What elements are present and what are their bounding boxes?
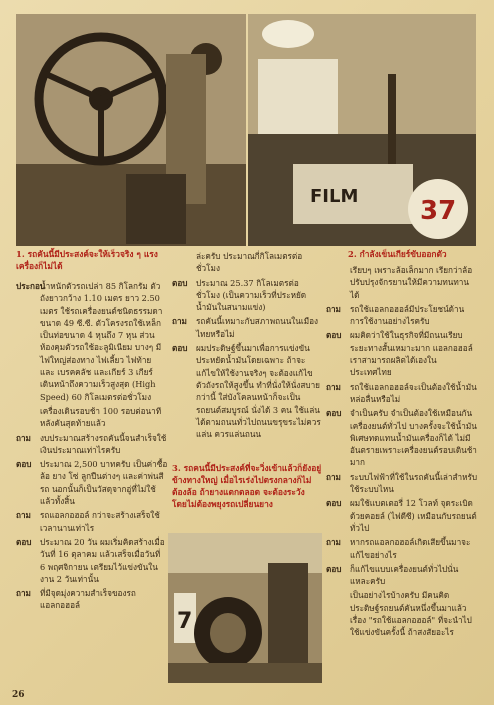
- qa-label: ถาม: [326, 381, 341, 392]
- caption-3: 3. รถคนนี้มีประสงค์ที่จะวิ่งเข้าแล้วก็ยังอยู่ข้างทางใหญ่ เมื่อไรเร่งไปตรงกลางก็ไม่ต้องล้อ ถ้ายางแตกตลอด จะต้องระวัง โดยไม่ต้องพยุงรถเปลี่ยนยาง: [172, 463, 322, 509]
- qa-label: ตอบ: [326, 498, 342, 509]
- qa-label: [16, 405, 40, 430]
- qa-label: ตอบ: [326, 563, 342, 574]
- qa-label: ตอบ: [172, 277, 188, 288]
- qa-row: [16, 509, 168, 534]
- qa-text: หากรถแอลกอฮอล์เกิดเสียขึ้นมาจะแก้ไขอย่างไร: [350, 537, 471, 560]
- qa-row: [326, 497, 478, 534]
- page-number: 26: [12, 690, 25, 700]
- qa-row: [326, 471, 478, 496]
- svg-text:FILM: FILM: [310, 186, 359, 207]
- qa-text: รถใช้แอลกอฮอล์มีประโยชน์ด้านการใช้งานอย่างไรครับ: [350, 303, 465, 327]
- svg-text:37: 37: [420, 196, 457, 226]
- qa-label: ถาม: [16, 510, 31, 521]
- column-3: [326, 264, 478, 641]
- qa-label: ประกอบ: [16, 281, 46, 291]
- qa-row: [326, 303, 478, 328]
- qa-label: ถาม: [326, 537, 341, 548]
- qa-row: [16, 432, 168, 457]
- qa-label: ตอบ: [16, 536, 32, 547]
- steering-wheel-photo: [16, 14, 246, 246]
- qa-text: งบประมาณสร้างรถคันนี้จนสำเร็จใช้เงินประมาณเท่าไรครับ: [40, 432, 167, 455]
- svg-text:7: 7: [177, 609, 193, 634]
- qa-text: รถแอลกอฮอล์ กว่าจะสร้างเสร็จใช้เวลานานเท่าไร: [40, 510, 160, 533]
- driver-with-car-photo: [248, 14, 476, 246]
- qa-text: ล่ะครับ ประมาณกี่กิโลเมตรต่อชั่วโมง: [196, 251, 303, 274]
- caption-1: 1. รถคันนี้มีประสงค์จะให้เร็วจริง ๆ แรงเครื่องก็ไม่ได้: [16, 249, 158, 271]
- qa-label: ถาม: [16, 588, 31, 599]
- qa-text: ผมคิดว่าใช้ในธุรกิจที่มีถนนเรียบระยะทางสั้นเหมาะมาก แอลกอฮอล์เราสามารถผลิตได้เองในประเทศไทย: [350, 330, 473, 378]
- qa-label: ถาม: [326, 303, 341, 314]
- qa-text: เครื่องเดินรอบช้า 100 รอบต่อนาที หลังคันสุดท้ายแล้ว: [40, 405, 162, 429]
- qa-label: [326, 589, 350, 638]
- qa-text: รถคันนี้เหมาะกับสภาพถนนในเมืองไทยหรือไม่: [196, 316, 319, 339]
- qa-label: ถาม: [326, 471, 341, 482]
- qa-label: [172, 250, 196, 275]
- tire-photo: [168, 533, 322, 683]
- qa-row: [326, 563, 478, 588]
- qa-row: [326, 407, 478, 468]
- qa-text: รถใช้แอลกอฮอล์จะเป็นต้องใช้น้ำมันหล่อลื่นหรือไม่: [350, 381, 477, 404]
- qa-text: ที่มีจุดมุ่งความสำเร็จของรถแอลกอฮอล์: [40, 588, 136, 611]
- qa-row: [16, 536, 168, 585]
- qa-text: เป็นอย่างไรบ้างครับ มีคนคิดประดิษฐ์รถยนต์คันหนึ่งขึ้นมาแล้วเรื่อง "รถใช้แอลกอฮอล์" ที่จะนำไปใช้แข่งขันครั้งนี้ ถ้าสงสัยอะไร: [350, 590, 472, 638]
- qa-row: [172, 315, 322, 340]
- qa-label: [326, 264, 350, 301]
- qa-row: [326, 536, 478, 561]
- qa-text: ผมใช้แบตเตอรี่ 12 โวลท์ จุดระเบิดด้วยคอยล์ (ไฟดีซี) เหมือนกับรถยนต์ทั่วไป: [350, 498, 477, 533]
- caption-2: 2. กำลังเข็นเกียร์ขับออกตัว: [348, 249, 447, 259]
- qa-text: ประมาณ 20 วัน ผมเริ่มคิดสร้างเมื่อวันที่ 16 ตุลาคม แล้วเสร็จเมื่อวันที่ 6 พฤศจิกายน เตรียมไว้แข่งขันในงาน 2 วันเท่านั้น: [40, 536, 165, 584]
- qa-text: ก็แก้ไขแบบเครื่องยนต์ทั่วไปนั่นแหละครับ: [350, 563, 459, 587]
- qa-label: ถาม: [172, 316, 187, 327]
- qa-label: ตอบ: [326, 408, 342, 419]
- qa-row: [326, 589, 478, 638]
- qa-label: ตอบ: [172, 343, 188, 354]
- qa-row: [326, 329, 478, 378]
- qa-text: ประมาณ 25.37 กิโลเมตรต่อชั่วโมง (เป็นความเร็วที่ประหยัดน้ำมันในสนามแข่ง): [196, 277, 307, 313]
- qa-label: ตอบ: [16, 459, 32, 470]
- qa-row: [16, 280, 168, 403]
- qa-text: จำเป็นครับ จำเป็นต้องใช้เหมือนกันเครื่องยนต์ทั่วไป บางครั้งจะใช้น้ำมันพิเศษทดแทนน้ำมันเครื่องก็ได้ ไม่มีอันตรายเพราะเครื่องยนต์รอบเดินช้ามาก: [350, 408, 477, 468]
- qa-label: ถาม: [16, 432, 31, 443]
- qa-row: [172, 250, 322, 275]
- qa-row: [16, 405, 168, 430]
- qa-row: [326, 381, 478, 406]
- qa-text: น้ำหนักตัวรถเปล่า 85 กิโลกรัม ตัวถังยาวกว้าง 1.10 เมตร ยาว 2.50 เมตร ใช้รถเครื่องยนต์ชนิดธรรมดาขนาด 49 ซี.ซี. ตัวโครงรถใช้เหล็กเป็นท่อขนาด 4 หุนถึง 7 หุน ส่วนห้องคุมตัวรถใช้อะลูมิเนียม บางๆ มีไฟใหญ่ส่องทาง ไฟเลี้ยว ไฟท้าย และ เบรคคลัช และเกียร์ 3 เกียร์ เดินหน้าถึงความเร็วสูงสุด (High Speed) 60 กิโลเมตรต่อชั่วโมง: [40, 281, 163, 402]
- qa-row: [172, 342, 322, 440]
- qa-label: ตอบ: [326, 330, 342, 341]
- qa-text: เรียบๆ เพราะล้อเล็กมาก เรียกว่าล้อปรับปรุงจักรยานให้มีความทนทานได้: [350, 265, 473, 300]
- column-2: [172, 250, 322, 442]
- qa-row: [16, 587, 168, 612]
- column-1: [16, 280, 168, 614]
- qa-text: ประมาณ 2,500 บาทครับ เป็นค่าซื้อล้อ ยาง โซ่ ลูกปืนต่างๆ และค่าพ่นสีรถ นอกนั้นก็เป็นวัสดุจากอู่ที่ไม่ใช้แล้วทั้งสิ้น: [40, 459, 168, 507]
- qa-row: [172, 277, 322, 314]
- qa-text: ผมประดิษฐ์ขึ้นมาเพื่อการแข่งขันประหยัดน้ำมันโดยเฉพาะ ถ้าจะแก้ไขให้ใช้งานจริงๆ จะต้องแก้ไขตัวถังรถให้สูงขึ้น ทำที่นั่งให้นั่งสบายกว่านี้ ใส่บังโคลนหน้าก็จะเป็นรถยนต์สมบูรณ์ นั่งได้ 3 คน ใช้แล่นได้ตามถนนทั่วไปถนนขรุขระไม่ควรแล่น ควรแล่นถนน: [196, 343, 321, 440]
- qa-row: [16, 458, 168, 507]
- qa-text: ระบบไฟฟ้าที่ใช้ในรถคันนี้เล่าสำหรับใช้ระบบไหน: [350, 471, 478, 495]
- qa-row: [326, 264, 478, 301]
